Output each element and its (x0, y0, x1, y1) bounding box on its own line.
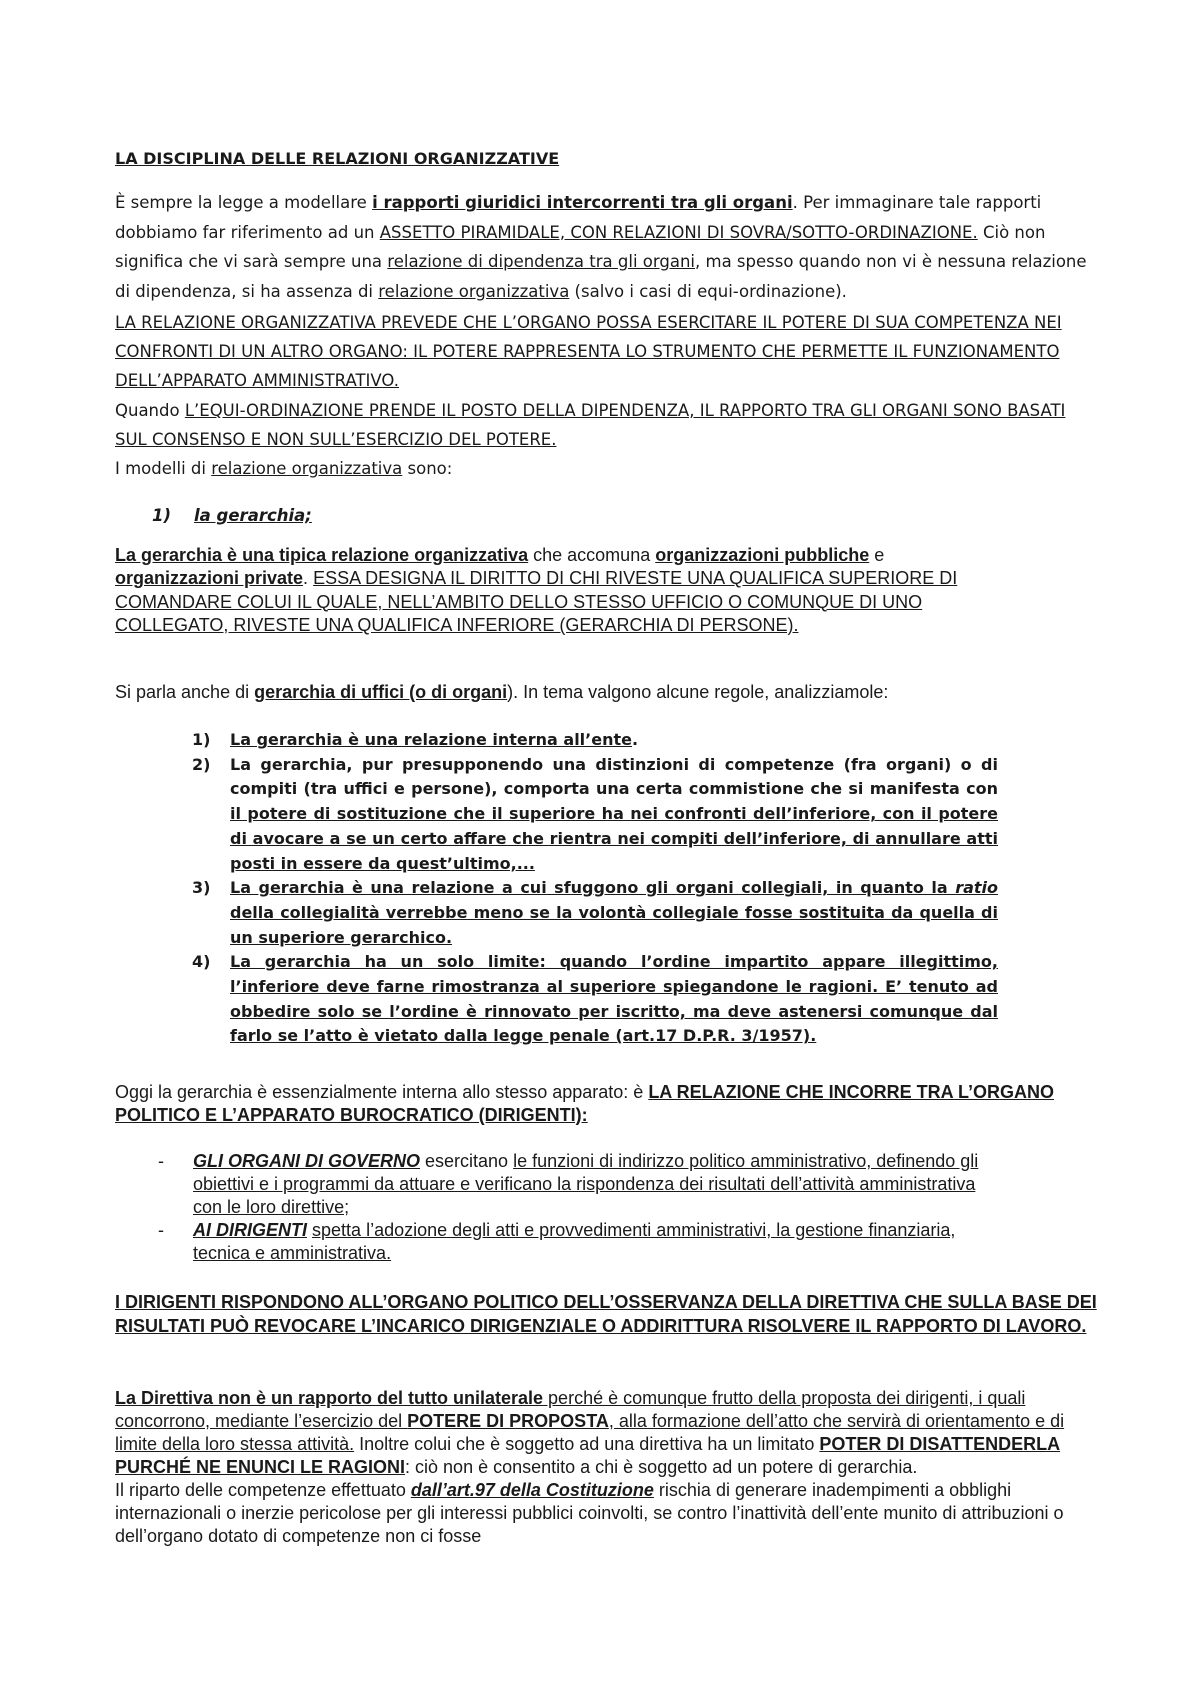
text: Inoltre colui che è soggetto ad una direttiva ha un limitato (354, 1434, 820, 1454)
underlined-text: LA RELAZIONE CHE INCORRE TRA L’ORGANO POLITICO E L’APPARATO BUROCRATICO (DIRIGENTI): (115, 1082, 1054, 1125)
list-number: 4) (192, 952, 211, 972)
list-text: GLI ORGANI DI GOVERNO (193, 1151, 421, 1171)
underlined-text: organizzazioni private (115, 568, 304, 589)
document-title: LA DISCIPLINA DELLE RELAZIONI ORGANIZZATIVE (115, 149, 560, 168)
dash-bullet: - (158, 1151, 164, 1171)
text: Ciò non significa che vi sarà sempre una (115, 222, 1046, 271)
underlined-text: perché è comunque frutto della proposta dei dirigenti, i quali concorrono, mediante l’esercizio del (115, 1388, 1026, 1431)
underlined-text: POTER DI DISATTENDERLA PURCHÉ NE ENUNCI LE RAGIONI (115, 1434, 1061, 1477)
underlined-text: LA RELAZIONE ORGANIZZATIVA PREVEDE CHE L’ORGANO POSSA ESERCITARE IL POTERE DI SUA COMPETENZA NEI CONFRONTI DI UN ALTRO ORGANO: IL POTERE RAPPRESENTA LO STRUMENTO CHE PERMETTE IL FUNZIONAMENTO DELL’APPARATO AMMINISTRATIVO. (115, 313, 1062, 390)
text: e (869, 545, 885, 565)
list-item (192, 950, 998, 1049)
underlined-text: gerarchia di uffici (o di organi (254, 682, 508, 702)
underlined-text: relazione di dipendenza tra gli organi (387, 252, 695, 271)
list-text: AI DIRIGENTI (193, 1220, 308, 1240)
paragraph-intro (115, 188, 1100, 306)
underlined-text: La Direttiva non è un rapporto del tutto unilaterale (115, 1388, 544, 1408)
underlined-text: ESSA DESIGNA IL DIRITTO DI CHI RIVESTE UNA QUALIFICA SUPERIORE DI COMANDARE COLUI IL QUALE, NELL’AMBITO DELLO STESSO UFFICIO O COMUNQUE DI UNO COLLEGATO, RIVESTE UNA QUALIFICA INFERIORE (GERARCHIA DI PERSONE). (115, 568, 958, 635)
underlined-text: I DIRIGENTI RISPONDONO ALL’ORGANO POLITICO DELL’OSSERVANZA DELLA DIRETTIVA CHE SULLA BASE DEI RISULTATI PUÒ REVOCARE L’INCARICO DIRIGENZIALE O ADDIRITTURA RISOLVERE IL RAPPORTO DI LAVORO (115, 1292, 1097, 1336)
text: , ma spesso quando non vi è nessuna relazione di dipendenza, si ha assenza di (115, 252, 1087, 301)
list-item (192, 876, 998, 950)
list-item (192, 728, 998, 753)
text: sono: (402, 459, 453, 478)
paragraph-gerarchia-uffici (115, 681, 1100, 704)
list-item (158, 1150, 1008, 1219)
list-text: La gerarchia è una relazione a cui sfuggono gli organi collegiali, in quanto la (230, 878, 956, 898)
list-number: 3) (192, 878, 211, 898)
text: Quando (115, 401, 185, 420)
underlined-text: i rapporti giuridici intercorrenti tra gli organi (372, 193, 793, 212)
paragraph-equiordinazione (115, 396, 1100, 454)
paragraph-dirigenti (115, 1290, 1100, 1338)
underlined-text: POTERE DI PROPOSTA (407, 1411, 609, 1431)
list-text: della collegialità verrebbe meno se la volontà collegiale fosse sostituita da quella di un superiore gerarchico. (230, 902, 998, 947)
underlined-text: dall’art.97 della Costituzione (410, 1480, 654, 1500)
list-text: La gerarchia ha un solo limite: quando l’ordine impartito appare illegittimo, l’inferiore deve farne rimostranza al superiore spiegandone le ragioni. E’ tenuto ad obbedire solo se l’ordine è rinnovato per iscritto, ma deve astenersi comunque dal farlo se l’atto è vietato dalla legge penale (art.17 D.P.R. 3/1957). (230, 952, 998, 1046)
text: È sempre la legge a modellare (115, 193, 373, 212)
underlined-text: , alla formazione dell’atto che servirà di orientamento e di limite della loro stessa attività. (115, 1411, 1065, 1454)
list-text: . (631, 730, 639, 749)
list-text: esercitano (420, 1151, 514, 1171)
underlined-text: relazione organizzativa (211, 459, 403, 478)
list-text: La gerarchia, pur presupponendo una distinzioni di competenze (fra organi) o di compiti (tra uffici e persone), comporta una certa commistione che si manifesta con (230, 754, 998, 799)
text: che accomuna (528, 545, 656, 565)
text: Il riparto delle competenze effettuato (115, 1480, 411, 1500)
list-text: le funzioni di indirizzo politico amministrativo, definendo gli obiettivi e i programmi da attuare e verificano la rispondenza dei risultati dell’attività amministrativa con le loro direttive; (193, 1151, 979, 1217)
underlined-text: L’EQUI-ORDINAZIONE PRENDE IL POSTO DELLA DIPENDENZA, IL RAPPORTO TRA GLI ORGANI SONO BASATI SUL CONSENSO E NON SULL’ESERCIZIO DEL POTERE. (115, 401, 1066, 449)
list-number: 2) (192, 754, 211, 774)
text: ). In tema valgono alcune regole, analizziamole: (507, 682, 889, 702)
list-item (158, 1219, 1008, 1265)
list-item (192, 753, 998, 877)
underlined-text: La gerarchia è una tipica relazione organizzativa (115, 545, 529, 565)
text: . (1081, 1316, 1087, 1336)
underlined-text: ASSETTO PIRAMIDALE, CON RELAZIONI DI SOVRA/SOTTO-ORDINAZIONE. (379, 222, 978, 242)
text: rischia di generare inadempimenti a obblighi internazionali o inerzie pericolose per gli interessi pubblici coinvolti, se contro l’inattività dell’ente munito di attribuzioni o dell’organo dotato di competenze non ci fosse (115, 1480, 1064, 1546)
heading-number: 1) (152, 506, 172, 525)
section-heading-gerarchia (152, 505, 312, 527)
text: . (303, 568, 314, 589)
rules-list (192, 728, 998, 1049)
paragraph-relazione (115, 308, 1100, 395)
text: I modelli di (115, 459, 212, 478)
paragraph-modelli (115, 454, 1100, 483)
list-text: La gerarchia è una relazione interna all’ente (230, 730, 632, 749)
text: . Per immaginare tale rapporti dobbiamo far riferimento ad un (115, 193, 1042, 242)
list-text: spetta l’adozione degli atti e provvedimenti amministrativi, la gestione finanziaria, tecnica e amministrativa. (193, 1220, 956, 1263)
list-text: il potere di sostituzione che il superiore ha nei confronti dell’inferiore, con il potere di avocare a se un certo affare che rientra nei compiti dell’inferiore, di annullare atti posti in essere da quest’ultimo,... (230, 804, 998, 873)
text: : ciò non è consentito a chi è soggetto ad un potere di gerarchia. (405, 1457, 918, 1477)
text: Oggi la gerarchia è essenzialmente interna allo stesso apparato: è (115, 1082, 649, 1102)
list-number: 1) (192, 730, 211, 749)
paragraph-direttiva (115, 1387, 1100, 1548)
paragraph-gerarchia-definizione (115, 544, 985, 637)
paragraph-oggi (115, 1081, 1100, 1127)
dash-list (158, 1150, 1008, 1265)
heading-label: la gerarchia; (194, 506, 312, 525)
list-text: ratio (955, 878, 998, 898)
underlined-text: organizzazioni pubbliche (655, 545, 870, 565)
dash-bullet: - (158, 1220, 164, 1240)
underlined-text: relazione organizzativa (378, 281, 570, 301)
text: Si parla anche di (115, 682, 255, 702)
text: (salvo i casi di equi-ordinazione). (569, 281, 847, 301)
